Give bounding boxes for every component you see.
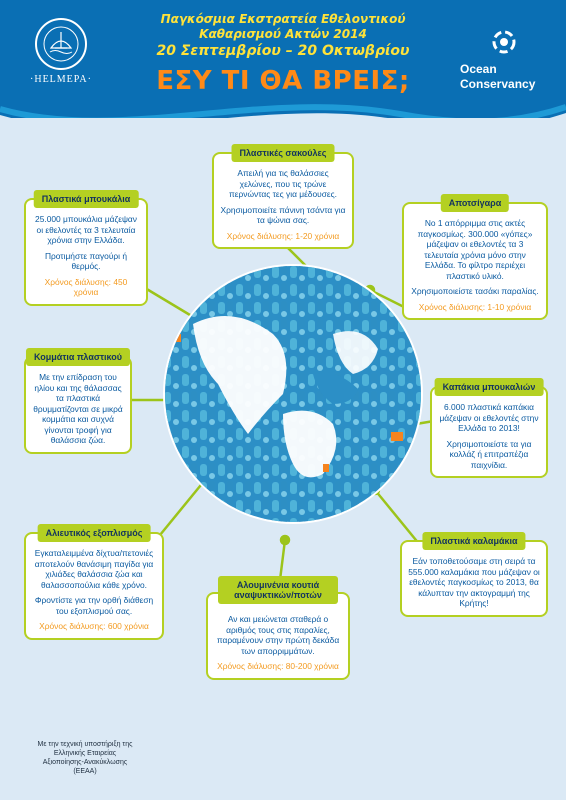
card-title: Αλουμινένια κουτιά αναψυκτικών/ποτών [218, 576, 338, 604]
ocean-conservancy-text-2: Conservancy [460, 77, 536, 91]
card-tip: Προτιμήστε παγούρι ή θερμός. [44, 250, 128, 271]
footer-line-3: Αξιοποίησης-Ανακύκλωσης [42, 759, 128, 766]
card-plastic-pieces [24, 352, 132, 454]
card-plastic-bottles [24, 194, 148, 306]
footer-line-2: Ελληνικής Εταιρείας [53, 750, 117, 757]
card-text: Εάν τοποθετούσαμε στη σειρά τα 555.000 καλαμάκια που μάζεψαν οι εθελοντές παγκοσμίως το 2013, θα κάλυπταν την ακτογραμμή της Κρήτης! [408, 556, 540, 608]
card-title: Αποτσίγαρα [441, 194, 509, 212]
card-duration: Χρόνος διάλυσης: 80-200 χρόνια [217, 661, 339, 671]
card-fishing-gear [24, 528, 164, 640]
card-plastic-straws [400, 536, 548, 617]
card-text: Νο 1 απόρριμμα στις ακτές παγκοσμίως. 300.000 «γόπες» μάζεψαν οι εθελοντές τα 3 τελευταία χρόνια μόνο στην Ελλάδα. Το φίλτρο περιέχει πλαστικό υλικό. [417, 218, 533, 281]
footer-line-4: (ΕΕΑΑ) [73, 768, 97, 775]
card-text: Με την επίδραση του ηλίου και της θάλασσας τα πλαστικά θρυμματίζονται σε μικρά κομμάτια και συχνά γίνονται τροφή για θαλάσσια ζώα. [33, 372, 123, 445]
card-title: Κομμάτια πλαστικού [26, 348, 130, 366]
card-text: 6.000 πλαστικά καπάκια μάζεψαν οι εθελοντές στην Ελλάδα το 2013! [439, 402, 539, 433]
card-duration: Χρόνος διάλυσης: 450 χρόνια [44, 276, 128, 297]
card-tip: Χρησιμοποιείστε τα για κολλάζ ή επιτραπέζια παιχνίδια. [446, 438, 532, 470]
card-text: Εγκαταλειμμένα δίχτυα/πετονιές αποτελούν θανάσιμη παγίδα για χιλιάδες θαλάσσια ζώα και θαλασσοπούλια κάθε χρόνο. [34, 548, 154, 590]
card-duration: Χρόνος διάλυσης: 600 χρόνια [39, 621, 149, 631]
card-aluminium-cans [206, 580, 350, 680]
ocean-conservancy-text-1: Ocean [460, 62, 497, 76]
card-tip: Χρησιμοποιείτε πάνινη τσάντα για τα ψώνια σας. [220, 204, 346, 225]
card-duration: Χρόνος διάλυσης: 1-20 χρόνια [226, 230, 340, 241]
card-duration: Χρόνος διάλυσης: 1-10 χρόνια [418, 301, 532, 312]
footer-credit [20, 740, 150, 776]
card-title: Καπάκια μπουκαλιών [435, 378, 544, 396]
card-tip: Χρησιμοποιείστε τασάκι παραλίας. [411, 286, 539, 296]
headline: ΕΣΥ ΤΙ ΘΑ ΒΡΕΙΣ; [156, 66, 410, 96]
card-cigarette-butts [402, 198, 548, 320]
card-text: Απειλή για τις θαλάσσιες χελώνες, που τις τρώνε περνώντας τες για μέδουσες. [229, 168, 337, 199]
card-title: Πλαστικά μπουκάλια [34, 190, 139, 208]
campaign-title-line1: Παγκόσμια Εκστρατεία Εθελοντικού Καθαρισμού Ακτών 2014 [160, 12, 406, 41]
globe-of-litter [163, 264, 423, 524]
campaign-dates: 20 Σεπτεμβρίου – 20 Οκτωβρίου [156, 43, 410, 59]
card-plastic-bags [212, 148, 354, 249]
card-text: Αν και μειώνεται σταθερά ο αριθμός τους στις παραλίες, παραμένουν στην πρώτη δεκάδα των απορριμμάτων. [216, 614, 340, 656]
card-bottle-caps [430, 382, 548, 478]
card-tip: Φροντίστε για την ορθή διάθεση του εξοπλισμού σας. [34, 595, 154, 616]
card-title: Πλαστικές σακούλες [232, 144, 335, 162]
card-title: Πλαστικά καλαμάκια [422, 532, 525, 550]
footer-line-1: Με την τεχνική υποστήριξη της [37, 741, 133, 748]
helmepa-logo-text: ·HELMEPA· [30, 74, 92, 85]
card-title: Αλιευτικός εξοπλισμός [38, 524, 151, 542]
card-text: 25.000 μπουκάλια μάζεψαν οι εθελοντές τα 3 τελευταία χρόνια στην Ελλάδα. [35, 214, 137, 245]
